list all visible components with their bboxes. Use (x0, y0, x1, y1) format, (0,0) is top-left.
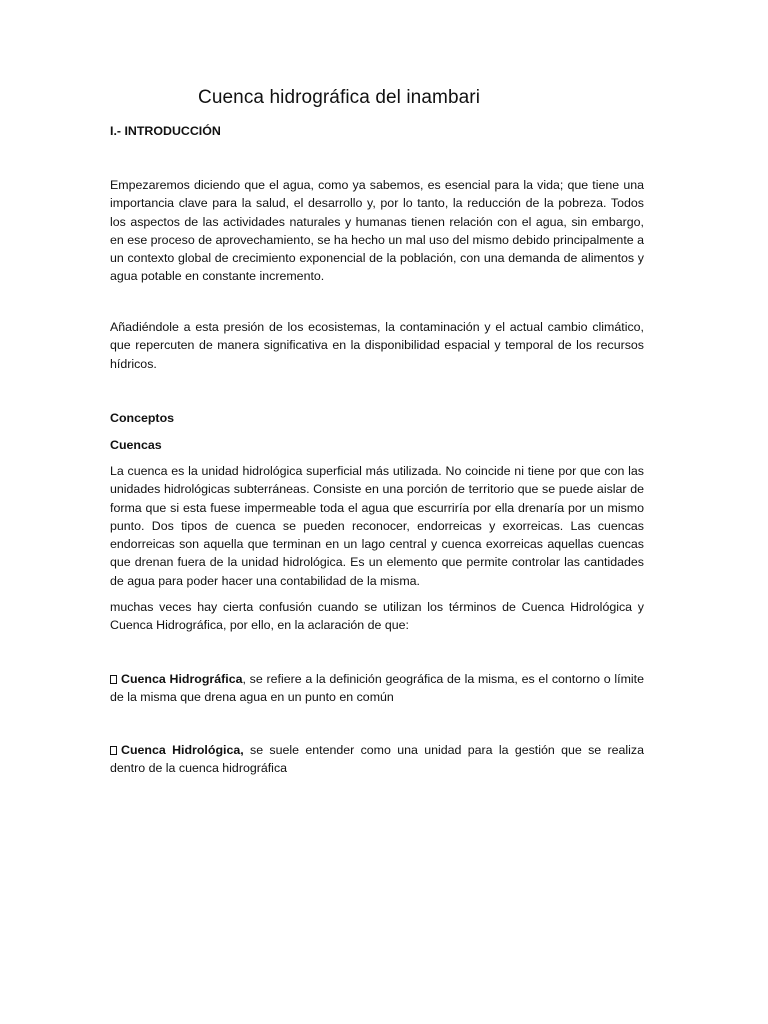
section-heading-cuencas: Cuencas (110, 438, 162, 452)
bullet-term: Cuenca Hidrográfica (121, 672, 243, 686)
bullet-icon (110, 675, 117, 684)
bullet-term: Cuenca Hidrológica, (121, 743, 244, 757)
paragraph-introduccion-2: Añadiéndole a esta presión de los ecosistemas, la contaminación y el actual cambio climático, que repercuten de manera significativa en la disponibilidad espacial y temporal de los recursos hídricos. (110, 320, 644, 371)
bullet-text: se suele entender como una unidad para la gestión que se realiza dentro de la cuenca hidrográfica (110, 743, 644, 776)
document-title: Cuenca hidrográfica del inambari (198, 87, 481, 108)
bullet-item-cuenca-hidrografica (110, 670, 644, 707)
bullet-text: , se refiere a la definición geográfica de la misma, es el contorno o límite de la misma que drena agua en un punto en común (110, 672, 645, 705)
section-heading-conceptos: Conceptos (110, 411, 175, 425)
paragraph-introduccion-1: Empezaremos diciendo que el agua, como ya sabemos, es esencial para la vida; que tiene una importancia clave para la salud, el desarrollo y, por lo tanto, la reducción de la pobreza. Todos los aspectos de las actividades naturales y humanas tienen relación con el agua, sin embargo, en ese proceso de aprovechamiento, se ha hecho un mal uso del mismo debido principalmente a un contexto global de crecimiento exponencial de la población, con una demanda de alimentos y agua potable en constante incremento. (110, 178, 644, 284)
bullet-icon (110, 746, 117, 755)
section-heading-introduccion: I.- INTRODUCCIÓN (110, 124, 221, 138)
bullet-item-cuenca-hidrologica (110, 741, 644, 778)
paragraph-confusion: muchas veces hay cierta confusión cuando se utilizan los términos de Cuenca Hidrológica y Cuenca Hidrográfica, por ello, en la aclaración de que: (110, 600, 644, 633)
paragraph-cuencas: La cuenca es la unidad hidrológica superficial más utilizada. No coincide ni tiene por que con las unidades hidrológicas subterráneas. Consiste en una porción de territorio que se puede aislar de forma que si esta fuese impermeable toda el agua que escurriría por ella drenaría por un mismo punto. Dos tipos de cuenca se pueden reconocer, endorreicas y exorreicas. Las cuencas endorreicas son aquella que terminan en un lago central y cuenca exorreicas aquellas cuencas que drenan fuera de la unidad hidrológica. Es un elemento que permite controlar las cantidades de agua para poder hacer una contabilidad de la misma. (110, 464, 644, 588)
